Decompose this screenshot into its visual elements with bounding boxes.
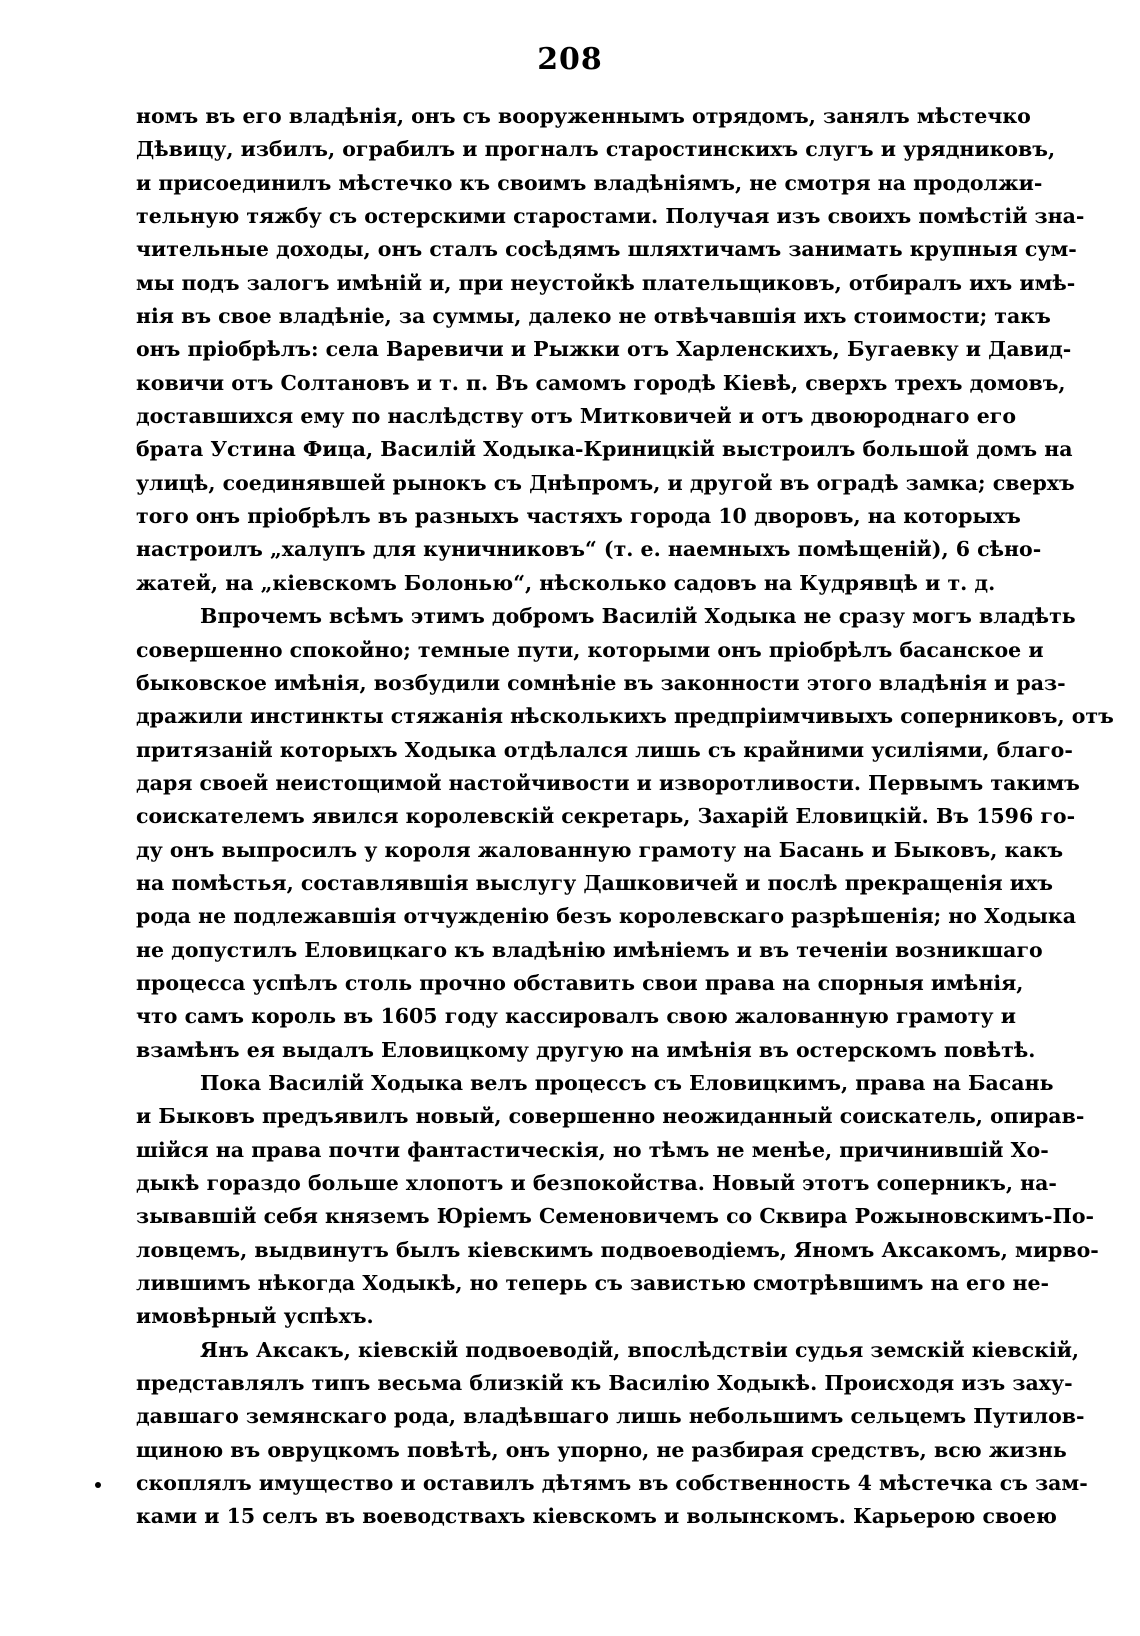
text-line: брата Устина Фица, Василій Ходыка-Криницкій выстроилъ большой домъ на [136,437,1073,462]
text-line: лившимъ нѣкогда Ходыкѣ, но теперь съ завистью смотрѣвшимъ на его не- [136,1271,1050,1296]
scan-dot-mark [95,1482,101,1488]
text-line: ловцемъ, выдвинутъ былъ кіевскимъ подвоеводіемъ, Яномъ Аксакомъ, мирво- [136,1237,1099,1262]
text-line: чительные доходы, онъ сталъ сосѣдямъ шляхтичамъ занимать крупныя сум- [136,237,1077,262]
text-line: процесса успѣлъ столь прочно обставить свои права на спорныя имѣнія, [136,970,1024,995]
text-line: представлялъ типъ весьма близкій къ Василію Ходыкѣ. Происходя изъ заху- [136,1371,1073,1396]
text-line: даря своей неистощимой настойчивости и изворотливости. Первымъ такимъ [136,770,1080,795]
text-line: имовѣрный успѣхъ. [136,1304,374,1329]
text-line: рода не подлежавшія отчужденію безъ королевскаго разрѣшенія; но Ходыка [136,904,1076,929]
text-line: того онъ пріобрѣлъ въ разныхъ частяхъ города 10 дворовъ, на которыхъ [136,504,1021,529]
text-line: дражили инстинкты стяжанія нѣсколькихъ предпріимчивыхъ соперниковъ, отъ [136,704,1114,729]
text-line: улицѣ, соединявшей рынокъ съ Днѣпромъ, и другой въ оградѣ замка; сверхъ [136,470,1075,495]
text-line: что самъ король въ 1605 году кассировалъ свою жалованную грамоту и [136,1004,1016,1029]
text-line: взамѣнъ ея выдалъ Еловицкому другую на имѣнія въ остерскомъ повѣтѣ. [136,1037,1036,1062]
text-line: притязаній которыхъ Ходыка отдѣлался лишь съ крайними усиліями, благо- [136,737,1073,762]
text-line: тельную тяжбу съ остерскими старостами. Получая изъ своихъ помѣстій зна- [136,204,1085,229]
text-line: щиною въ овруцкомъ повѣтѣ, онъ упорно, не разбирая средствъ, всю жизнь [136,1437,1067,1462]
paragraph-start: Янъ Аксакъ, кіевскій подвоеводій, впослѣдствіи судья земскій кіевскій, [200,1337,1080,1362]
text-line: доставшихся ему по наслѣдству отъ Митковичей и отъ двоюроднаго его [136,404,1016,429]
page-number: 208 [537,42,603,77]
text-line: скоплялъ имущество и оставилъ дѣтямъ въ собственность 4 мѣстечка съ зам- [136,1471,1088,1496]
text-line: шійся на права почти фантастическія, но тѣмъ не менѣе, причинившій Хо- [136,1137,1049,1162]
paragraph-start: Пока Василій Ходыка велъ процессъ съ Еловицкимъ, права на Басань [200,1070,1054,1095]
text-line: мы подъ залогъ имѣній и, при неустойкѣ плательщиковъ, отбиралъ ихъ имѣ- [136,270,1076,295]
paragraph-start: Впрочемъ всѣмъ этимъ добромъ Василій Ходыка не сразу могъ владѣть [200,604,1076,629]
text-line: совершенно спокойно; темные пути, которыми онъ пріобрѣлъ басанское и [136,637,1044,662]
text-line: и присоединилъ мѣстечко къ своимъ владѣніямъ, не смотря на продолжи- [136,170,1043,195]
body-text [136,100,1114,1534]
text-line: ду онъ выпросилъ у короля жалованную грамоту на Басань и Быковъ, какъ [136,837,1064,862]
text-line: дыкѣ гораздо больше хлопотъ и безпокойства. Новый этотъ соперникъ, на- [136,1171,1057,1195]
text-line: номъ въ его владѣнія, онъ съ вооруженнымъ отрядомъ, занялъ мѣстечко [136,104,1031,128]
text-line: онъ пріобрѣлъ: села Варевичи и Рыжки отъ Харленскихъ, Бугаевку и Давид- [136,337,1072,362]
text-line: нія въ свое владѣніе, за суммы, далеко не отвѣчавшія ихъ стоимости; такъ [136,304,1051,329]
text-line: давшаго земянскаго рода, владѣвшаго лишь небольшимъ сельцемъ Путилов- [136,1404,1085,1429]
text-line: Дѣвицу, избилъ, ограбилъ и прогналъ старостинскихъ слугъ и урядниковъ, [136,137,1056,162]
text-line: быковское имѣнія, возбудили сомнѣніе въ законности этого владѣнія и раз- [136,670,1066,695]
text-line: на помѣстья, составлявшія выслугу Дашковичей и послѣ прекращенія ихъ [136,870,1053,895]
text-line: настроилъ „халупъ для куничниковъ“ (т. е. наемныхъ помѣщеній), 6 сѣно- [136,537,1042,562]
text-line: и Быковъ предъявилъ новый, совершенно неожиданный соискатель, опирав- [136,1104,1085,1129]
text-line: ковичи отъ Солтановъ и т. п. Въ самомъ городѣ Кіевѣ, сверхъ трехъ домовъ, [136,370,1066,395]
text-line: зывавшій себя княземъ Юріемъ Семеновичемъ со Сквира Рожыновскимъ-По- [136,1204,1095,1229]
text-line: жатей, на „кіевскомъ Болонью“, нѣсколько садовъ на Кудрявцѣ и т. д. [136,570,996,595]
text-line: соискателемъ явился королевскій секретарь, Захарій Еловицкій. Въ 1596 го- [136,804,1076,829]
text-line: ками и 15 селъ въ воеводствахъ кіевскомъ и волынскомъ. Карьерою своею [136,1504,1057,1529]
text-line: не допустилъ Еловицкаго къ владѣнію имѣніемъ и въ теченіи возникшаго [136,937,1043,962]
